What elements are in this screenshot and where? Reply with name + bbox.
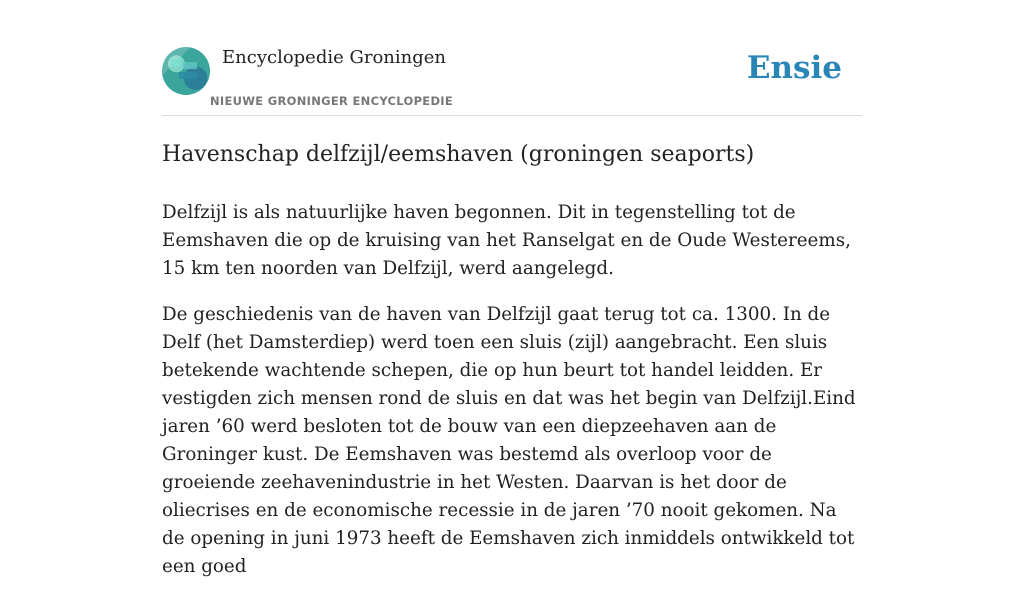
article-paragraph: Delfzijl is als natuurlijke haven begonnen. Dit in tegenstelling tot de Eemshaven die op de kruising van het Ranselgat en de Oude Westereems, 15 km ten noorden van Delfzijl, werd aangelegd. bbox=[162, 202, 851, 279]
site-title[interactable]: Encyclopedie Groningen bbox=[222, 47, 447, 68]
header bbox=[162, 44, 862, 116]
article-paragraph: De geschiedenis van de haven van Delfzijl gaat terug tot ca. 1300. In de Delf (het Damsterdiep) werd toen een sluis (zijl) aangebracht. Een sluis betekende wachtende schepen, die op hun beurt tot handel leidden. Er vestigden zich mensen rond de sluis en dat was het begin van Delfzijl.Eind jaren ’60 werd besloten tot de bouw van een diepzeehaven aan de Groninger kust. De Eemshaven was bestemd als overloop voor de groeiende zeehavenindustrie in het Westen. Daarvan is het door de oliecrises en de economische recessie in de jaren ’70 nooit gekomen. Na de opening in juni 1973 heeft de Eemshaven zich inmiddels ontwikkeld tot een goed bbox=[162, 304, 856, 577]
encyclopedia-avatar[interactable] bbox=[162, 47, 210, 95]
ensie-logo[interactable]: Ensie bbox=[746, 50, 842, 86]
avatar-image bbox=[171, 59, 201, 83]
site-subtitle: NIEUWE GRONINGER ENCYCLOPEDIE bbox=[210, 94, 454, 108]
article-title: Havenschap delfzijl/eemshaven (groningen seaports) bbox=[162, 142, 755, 167]
article bbox=[162, 138, 862, 599]
